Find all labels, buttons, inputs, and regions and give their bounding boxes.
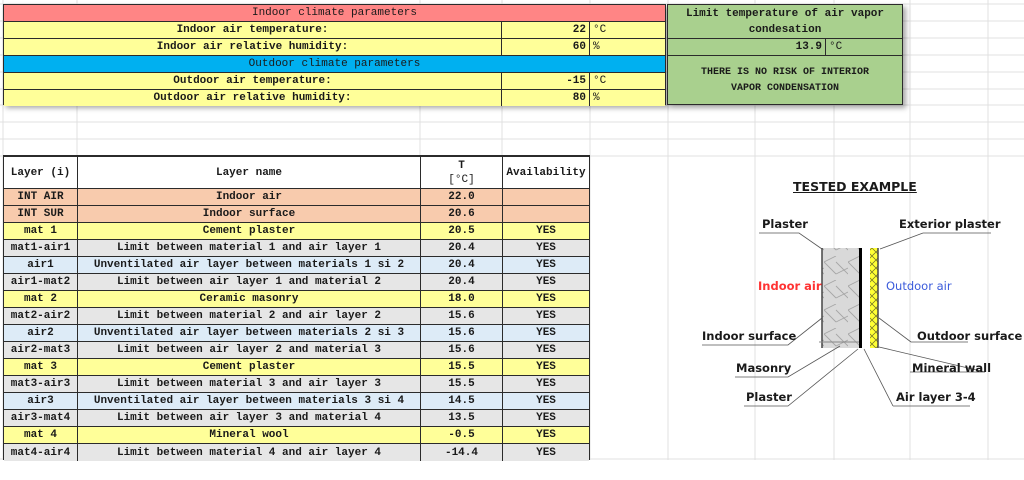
availability-cell[interactable]: YES — [503, 240, 589, 257]
temperature-cell[interactable]: -0.5 — [421, 427, 503, 444]
availability-cell[interactable]: YES — [503, 359, 589, 376]
table-row — [4, 257, 589, 274]
availability-cell[interactable]: YES — [503, 257, 589, 274]
outdoor-header: Outdoor climate parameters — [4, 56, 665, 73]
temperature-cell[interactable]: 15.5 — [421, 359, 503, 376]
layer-name-cell[interactable]: Limit between air layer 3 and material 4 — [78, 410, 421, 427]
outdoor-humidity-value[interactable]: 80 — [502, 90, 590, 106]
availability-cell[interactable] — [503, 206, 589, 223]
table-row — [4, 444, 589, 461]
label-masonry: Masonry — [736, 361, 792, 375]
layer-name-cell[interactable]: Limit between material 4 and air layer 4 — [78, 444, 421, 461]
layer-name-cell[interactable]: Cement plaster — [78, 359, 421, 376]
temperature-cell[interactable]: 13.5 — [421, 410, 503, 427]
table-row — [4, 291, 589, 308]
header-availability: Availability — [503, 157, 589, 189]
table-row — [4, 274, 589, 291]
layer-name-cell[interactable]: Ceramic masonry — [78, 291, 421, 308]
availability-cell[interactable]: YES — [503, 427, 589, 444]
availability-cell[interactable]: YES — [503, 410, 589, 427]
layer-id-cell[interactable]: mat1-air1 — [4, 240, 78, 257]
temperature-cell[interactable]: 15.5 — [421, 376, 503, 393]
layer-name-cell[interactable]: Unventilated air layer between materials 3 si 4 — [78, 393, 421, 410]
indoor-humidity-label: Indoor air relative humidity: — [4, 39, 502, 56]
label-indoor-air: Indoor air — [758, 279, 822, 293]
limit-temperature-unit: °C — [826, 39, 902, 56]
temperature-cell[interactable]: 18.0 — [421, 291, 503, 308]
diagram-title: TESTED EXAMPLE — [793, 179, 917, 194]
table-row — [4, 189, 589, 206]
temperature-cell[interactable]: 20.6 — [421, 206, 503, 223]
label-outdoor-surface: Outdoor surface — [917, 329, 1023, 343]
table-row — [4, 359, 589, 376]
outdoor-humidity-unit: % — [590, 90, 665, 106]
climate-parameters-table — [3, 4, 666, 105]
indoor-temp-value[interactable]: 22 — [502, 22, 590, 39]
layer-id-cell[interactable]: mat2-air2 — [4, 308, 78, 325]
temperature-cell[interactable]: 15.6 — [421, 325, 503, 342]
table-row — [4, 393, 589, 410]
layer-id-cell[interactable]: INT AIR — [4, 189, 78, 206]
condensation-risk-message: THERE IS NO RISK OF INTERIOR VAPOR CONDENSATION — [700, 67, 870, 94]
temperature-cell[interactable]: 14.5 — [421, 393, 503, 410]
layer-name-cell[interactable]: Limit between material 1 and air layer 1 — [78, 240, 421, 257]
layer-id-cell[interactable]: mat 1 — [4, 223, 78, 240]
availability-cell[interactable]: YES — [503, 444, 589, 461]
layer-name-cell[interactable]: Cement plaster — [78, 223, 421, 240]
temperature-cell[interactable]: 15.6 — [421, 308, 503, 325]
indoor-humidity-value[interactable]: 60 — [502, 39, 590, 56]
indoor-humidity-unit: % — [590, 39, 665, 56]
table-row — [4, 427, 589, 444]
temperature-cell[interactable]: 15.6 — [421, 342, 503, 359]
layers-table — [3, 155, 590, 460]
layer-name-cell[interactable]: Indoor surface — [78, 206, 421, 223]
layer-id-cell[interactable]: air3-mat4 — [4, 410, 78, 427]
table-row — [4, 240, 589, 257]
header-layer: Layer (i) — [4, 157, 78, 189]
mineral-wool-layer — [870, 248, 878, 348]
condensation-result-panel — [667, 4, 903, 105]
header-layer-name: Layer name — [78, 157, 421, 189]
availability-cell[interactable]: YES — [503, 342, 589, 359]
layer-name-cell[interactable]: Limit between material 2 and air layer 2 — [78, 308, 421, 325]
layer-id-cell[interactable]: air2 — [4, 325, 78, 342]
label-air-layer: Air layer 3-4 — [896, 390, 976, 404]
availability-cell[interactable] — [503, 189, 589, 206]
layer-id-cell[interactable]: INT SUR — [4, 206, 78, 223]
label-outdoor-air: Outdoor air — [886, 279, 952, 293]
label-mineral-wall: Mineral wall — [912, 361, 992, 375]
layer-id-cell[interactable]: air3 — [4, 393, 78, 410]
outdoor-temp-label: Outdoor air temperature: — [4, 73, 502, 90]
air-layer — [862, 248, 870, 348]
layer-name-cell[interactable]: Unventilated air layer between materials 1 si 2 — [78, 257, 421, 274]
limit-temperature-title: Limit temperature of air vapor condesation — [668, 5, 902, 39]
availability-cell[interactable]: YES — [503, 376, 589, 393]
availability-cell[interactable]: YES — [503, 393, 589, 410]
header-temperature: T [°C] — [421, 157, 503, 189]
layer-name-cell[interactable]: Mineral wool — [78, 427, 421, 444]
table-row — [4, 376, 589, 393]
plaster-layer — [859, 248, 862, 348]
indoor-temp-label: Indoor air temperature: — [4, 22, 502, 39]
temperature-cell[interactable]: 20.4 — [421, 240, 503, 257]
availability-cell[interactable]: YES — [503, 308, 589, 325]
limit-temperature-value: 13.9 — [668, 39, 826, 56]
outdoor-humidity-label: Outdoor air relative humidity: — [4, 90, 502, 106]
table-row — [4, 342, 589, 359]
layer-id-cell[interactable]: air2-mat3 — [4, 342, 78, 359]
label-exterior-plaster: Exterior plaster — [899, 217, 1001, 231]
layer-name-cell[interactable]: Limit between air layer 2 and material 3 — [78, 342, 421, 359]
outdoor-temp-value[interactable]: -15 — [502, 73, 590, 90]
availability-cell[interactable]: YES — [503, 274, 589, 291]
temperature-cell[interactable]: 22.0 — [421, 189, 503, 206]
availability-cell[interactable]: YES — [503, 325, 589, 342]
layer-name-cell[interactable]: Unventilated air layer between materials 2 si 3 — [78, 325, 421, 342]
layer-id-cell[interactable]: mat 4 — [4, 427, 78, 444]
layer-id-cell[interactable]: air1-mat2 — [4, 274, 78, 291]
table-row — [4, 223, 589, 240]
layer-id-cell[interactable]: mat 3 — [4, 359, 78, 376]
indoor-temp-unit: °C — [590, 22, 665, 39]
temperature-cell[interactable]: 20.5 — [421, 223, 503, 240]
tested-example-diagram — [680, 160, 1024, 450]
wall-section-drawing — [680, 160, 1024, 450]
layer-id-cell[interactable]: mat4-air4 — [4, 444, 78, 461]
table-row — [4, 325, 589, 342]
indoor-header: Indoor climate parameters — [4, 5, 665, 22]
temperature-cell[interactable]: 20.4 — [421, 274, 503, 291]
availability-cell[interactable]: YES — [503, 223, 589, 240]
outdoor-temp-unit: °C — [590, 73, 665, 90]
label-plaster-bottom: Plaster — [746, 390, 792, 404]
availability-cell[interactable]: YES — [503, 291, 589, 308]
layer-name-cell[interactable]: Indoor air — [78, 189, 421, 206]
layer-name-cell[interactable]: Limit between material 3 and air layer 3 — [78, 376, 421, 393]
label-plaster-top: Plaster — [762, 217, 808, 231]
table-row — [4, 410, 589, 427]
table-row — [4, 308, 589, 325]
label-indoor-surface: Indoor surface — [702, 329, 797, 343]
temperature-cell[interactable]: 20.4 — [421, 257, 503, 274]
layer-name-cell[interactable]: Limit between air layer 1 and material 2 — [78, 274, 421, 291]
table-row — [4, 206, 589, 223]
layer-id-cell[interactable]: mat3-air3 — [4, 376, 78, 393]
layer-id-cell[interactable]: air1 — [4, 257, 78, 274]
layer-id-cell[interactable]: mat 2 — [4, 291, 78, 308]
temperature-cell[interactable]: -14.4 — [421, 444, 503, 461]
